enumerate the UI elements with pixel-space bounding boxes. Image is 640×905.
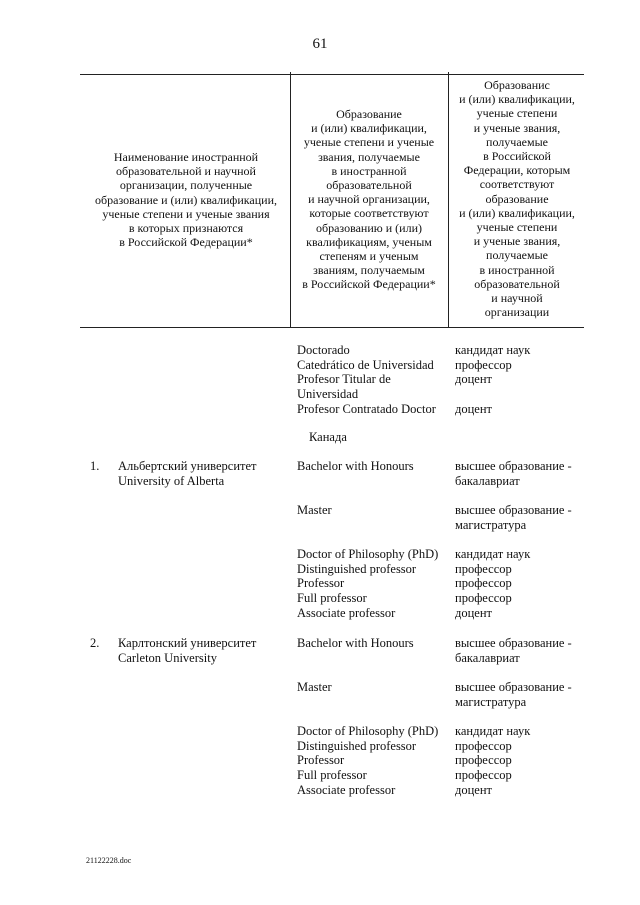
continued-foreign-qualifications: Doctorado Catedrático de Universidad Profesor Titular de Universidad Profesor Contratado Doctor: [297, 343, 436, 416]
country-heading: Канада: [309, 430, 347, 444]
foreign-qualification: Doctor of Philosophy (PhD) Distinguished professor Professor Full professor Associate professor: [297, 547, 439, 620]
header-russian-qualifications: Образованис и (или) квалификации, ученые степени и ученые звания, получаемые в Российской Федерации, которым соответствуют образование и (или) квалификации, ученые степени и ученые звания, получаемые в иностранной образовательной и научной организации: [459, 78, 575, 320]
page-number: 61: [312, 36, 328, 52]
foreign-qualification: Master: [297, 503, 332, 517]
header-foreign-organization: Наименование иностранной образовательной и научной организации, полученные образование и (или) квалификации, ученые степени и ученые звания в которых признаются в Российской Федерации*: [95, 150, 277, 250]
table-top-rule: [80, 74, 584, 75]
russian-equivalent: высшее образование - магистратура: [455, 680, 572, 709]
russian-equivalent: кандидат наук профессор профессор профессор доцент: [455, 724, 531, 797]
russian-equivalent: высшее образование - магистратура: [455, 503, 572, 532]
document-filename: 21122228.doc: [86, 856, 132, 865]
column-divider-1: [290, 72, 291, 327]
header-foreign-qualifications: Образование и (или) квалификации, ученые степени и ученые звания, получаемые в иностранной образовательной и научной организации, которые соответствуют образованию и (или) квалификациям, ученым степеням и ученым званиям, получаемым в Российской Федерации*: [302, 107, 436, 292]
russian-equivalent: высшее образование - бакалавриат: [455, 636, 572, 665]
continued-russian-equivalents: кандидат наук профессор доцент доцент: [455, 343, 531, 416]
foreign-qualification: Master: [297, 680, 332, 694]
foreign-qualification: Bachelor with Honours: [297, 636, 414, 650]
column-divider-2: [448, 72, 449, 327]
organization-name: Альбертский университет University of Alberta: [118, 459, 257, 488]
russian-equivalent: кандидат наук профессор профессор профессор доцент: [455, 547, 531, 620]
foreign-qualification: Doctor of Philosophy (PhD) Distinguished professor Professor Full professor Associate professor: [297, 724, 439, 797]
entry-number: 1.: [90, 459, 100, 473]
entry-number: 2.: [90, 636, 100, 650]
russian-equivalent: высшее образование - бакалавриат: [455, 459, 572, 488]
foreign-qualification: Bachelor with Honours: [297, 459, 414, 473]
organization-name: Карлтонский университет Carleton University: [118, 636, 257, 665]
table-header-bottom-rule: [80, 327, 584, 328]
